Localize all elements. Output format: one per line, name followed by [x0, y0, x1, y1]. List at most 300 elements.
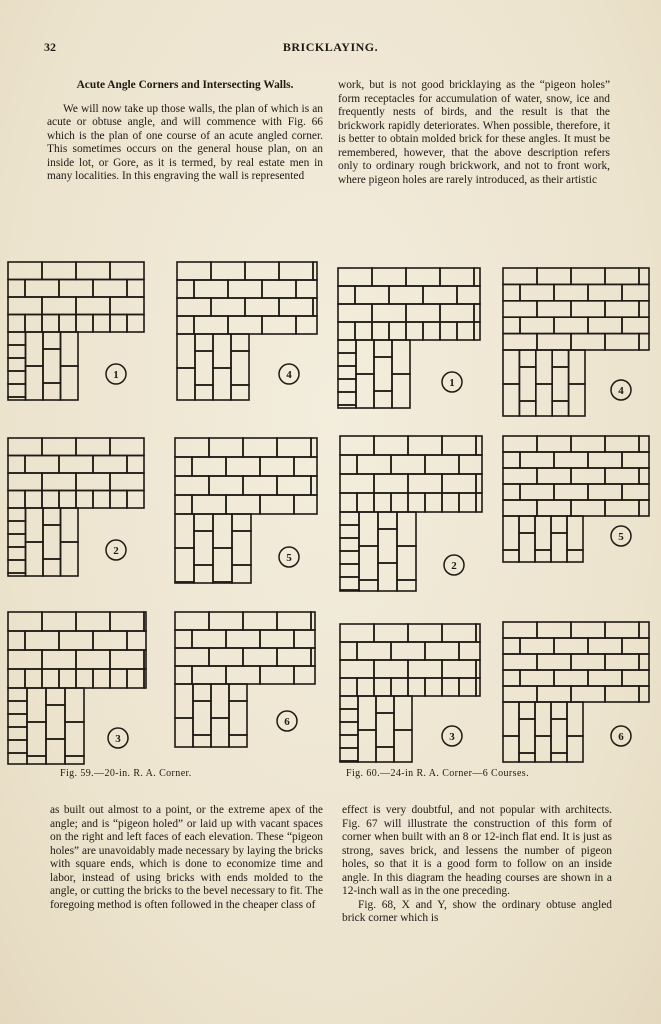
brick [175, 666, 192, 684]
brick [193, 735, 211, 747]
brick [536, 384, 552, 416]
brick [65, 688, 84, 722]
brick [571, 622, 605, 638]
brick [338, 392, 356, 405]
brick [211, 718, 229, 747]
brick [394, 730, 412, 762]
brick [25, 456, 59, 474]
text-column-4 [342, 804, 612, 926]
brick [175, 684, 193, 718]
brick [262, 316, 296, 334]
brick [359, 512, 378, 546]
paragraph-3: as built out almost to a point, or the extreme apex of the angle; and is “pigeon holed” or laid up with vacant spaces on the right and left faces of each elevation. These “pigeon holes” are unavoidably made necessary by laying the bricks with square ends, which is done to economize time and labor, instead of using bricks with ends molded to the angle, or cutting the bricks to the bevel necessary to fit. The foregoing method is often followed in the cheaper class of [50, 804, 323, 911]
brick [127, 280, 144, 298]
brick [374, 436, 408, 455]
brick [622, 284, 649, 300]
brick [59, 315, 76, 333]
brick [228, 316, 262, 334]
brick [8, 701, 27, 714]
brick [338, 340, 356, 353]
brick [26, 366, 44, 400]
brick [338, 322, 355, 340]
brick [26, 542, 44, 576]
brick [127, 491, 144, 509]
brick [209, 648, 243, 666]
brick [226, 495, 260, 514]
brick [26, 332, 44, 366]
brick [537, 686, 571, 702]
brick [551, 753, 567, 762]
brick [8, 262, 42, 280]
brick [195, 351, 213, 385]
brick [243, 438, 277, 457]
brick [605, 268, 639, 284]
brick [42, 473, 76, 491]
brick [389, 286, 423, 304]
brick [93, 280, 127, 298]
brick [42, 650, 76, 669]
brick [442, 474, 476, 493]
brick [391, 455, 425, 474]
brick [209, 476, 243, 495]
brick [376, 696, 394, 713]
course-number-label: 5 [618, 531, 624, 543]
brick [340, 577, 359, 590]
paragraph-4: effect is very doubtful, and not popular with architects. Fig. 67 will illustrate the construction of this form of corner when built with an 8 or 12-inch flat end. It is just as strong, saves brick, and lessens the number of pigeon holes, so that it is a good form to follow on an inside angle. In this diagram the heading courses are shown in a 12-inch wall as in the one preceding. [342, 804, 612, 897]
brick [476, 624, 480, 642]
section-heading: Acute Angle Corners and Intersecting Walls. [76, 79, 294, 91]
paragraph-1: We will now take up those walls, the plan of which is an acute or obtuse angle, and will commence with Fig. 66 which is the plan of one course of an acute angled corner. This sometimes occurs on the general house plan, on an inside lot, or Gore, as it is termed, by real estate men in many localities. In this engraving the wall is represented [47, 102, 323, 182]
brick [59, 456, 93, 474]
brick [440, 268, 474, 286]
brick [554, 484, 588, 500]
brick [503, 284, 520, 300]
page-number: 32 [44, 40, 56, 54]
brick [229, 735, 247, 747]
brick [359, 580, 378, 591]
brick [76, 473, 110, 491]
brick [567, 516, 583, 550]
brick [59, 491, 76, 509]
brick [8, 397, 26, 400]
brick [392, 340, 410, 374]
brick [622, 484, 649, 500]
brick [110, 669, 127, 688]
brick [59, 631, 93, 650]
brick [503, 622, 537, 638]
running-head: BRICKLAYING. [282, 40, 379, 54]
brick [175, 438, 209, 457]
brick [374, 660, 408, 678]
brick [639, 301, 649, 317]
brick [311, 612, 315, 630]
brick [43, 349, 61, 383]
brick [340, 624, 374, 642]
brick [520, 452, 554, 468]
brick [175, 718, 193, 747]
brick [503, 736, 519, 762]
brick [389, 322, 406, 340]
brick [338, 286, 355, 304]
brick [76, 297, 110, 315]
brick [110, 297, 144, 315]
brick [279, 298, 313, 316]
brick [8, 650, 42, 669]
brick [76, 438, 110, 456]
brick [397, 512, 416, 546]
brick [110, 438, 144, 456]
brick [175, 495, 192, 514]
brick [144, 612, 146, 631]
brick [65, 722, 84, 756]
brick [177, 316, 194, 334]
brick [503, 670, 520, 686]
brick [110, 473, 144, 491]
brick [519, 350, 535, 367]
brick [503, 686, 537, 702]
brick [425, 493, 442, 512]
brick [356, 340, 374, 374]
brick [408, 678, 425, 696]
brick [474, 322, 480, 340]
brick [423, 286, 457, 304]
brick [8, 297, 42, 315]
brick [8, 315, 25, 333]
brick [519, 401, 535, 416]
brick [537, 500, 571, 516]
brick [46, 739, 65, 764]
brick [296, 316, 317, 334]
brick [8, 384, 26, 397]
brick [213, 548, 232, 582]
brick [425, 642, 459, 660]
brick [311, 438, 317, 457]
brick [571, 468, 605, 484]
brick [193, 684, 211, 701]
brick [605, 686, 639, 702]
brick [397, 546, 416, 580]
brick [213, 334, 231, 368]
brick [442, 624, 476, 642]
brick [535, 736, 551, 762]
brick [42, 262, 76, 280]
brick [622, 452, 649, 468]
brick [391, 493, 408, 512]
brick [503, 268, 537, 284]
brick [408, 436, 442, 455]
brick [127, 456, 144, 474]
caption-fig-59: Fig. 59.—20-in. R. A. Corner. [60, 768, 192, 779]
brick [193, 701, 211, 735]
brick [8, 612, 42, 631]
brick [588, 484, 622, 500]
brick [313, 298, 317, 316]
brick [338, 304, 372, 322]
brick [194, 514, 213, 531]
brick [127, 315, 144, 333]
text-column-3 [50, 804, 323, 912]
brick [42, 491, 59, 509]
brick [340, 474, 374, 493]
brick [211, 262, 245, 280]
brick [440, 304, 474, 322]
brick [93, 631, 127, 650]
brick [519, 719, 535, 753]
brick [519, 367, 535, 401]
brick [476, 474, 482, 493]
brick [213, 368, 231, 400]
brick [8, 332, 26, 345]
brick [397, 580, 416, 591]
brick [392, 374, 410, 408]
caption-fig-60: Fig. 60.—24-in R. A. Corner—6 Courses. [346, 768, 529, 779]
brick [8, 727, 27, 740]
brick [43, 559, 61, 576]
brick [177, 298, 211, 316]
brick [175, 582, 194, 583]
brick [459, 642, 480, 660]
brick [177, 334, 195, 368]
brick [408, 660, 442, 678]
brick [76, 315, 93, 333]
brick [231, 334, 249, 351]
brick [43, 525, 61, 559]
brick [535, 516, 551, 550]
brick [588, 284, 622, 300]
brick [127, 669, 144, 688]
brick [8, 438, 42, 456]
brick [340, 538, 359, 551]
brick [46, 688, 65, 705]
brick [25, 280, 59, 298]
brick [8, 508, 26, 521]
brick [340, 735, 358, 748]
course-number-label: 6 [618, 731, 624, 743]
brick [209, 438, 243, 457]
brick [503, 550, 519, 562]
brick [537, 622, 571, 638]
brick [25, 491, 42, 509]
brick [59, 669, 76, 688]
brick [8, 740, 27, 753]
brick [535, 702, 551, 736]
brick [476, 678, 480, 696]
brick [503, 702, 519, 736]
brick [567, 550, 583, 562]
brick [639, 268, 649, 284]
brick [61, 508, 79, 542]
brick [8, 573, 26, 576]
brick [340, 590, 359, 591]
course-number-label: 2 [113, 545, 119, 557]
brick [76, 491, 93, 509]
brick [408, 624, 442, 642]
brick [519, 533, 535, 562]
brick [537, 268, 571, 284]
brick [622, 638, 649, 654]
brick [260, 666, 294, 684]
brick [279, 262, 313, 280]
brick [408, 474, 442, 493]
brick [442, 660, 476, 678]
brick [93, 669, 110, 688]
brick [338, 405, 356, 408]
brick [211, 684, 229, 718]
brick [520, 484, 554, 500]
brick [639, 500, 649, 516]
brick [194, 280, 228, 298]
text-column-2 [338, 79, 610, 187]
brick [605, 622, 639, 638]
brick [313, 262, 317, 280]
brick [8, 491, 25, 509]
course-number-label: 1 [113, 369, 119, 381]
brick [340, 551, 359, 564]
brick [374, 678, 391, 696]
brick [8, 345, 26, 358]
brick [554, 452, 588, 468]
brick [262, 280, 296, 298]
brick [340, 660, 374, 678]
brick [213, 582, 232, 583]
brick [358, 730, 376, 762]
brick [356, 374, 374, 408]
brick [144, 669, 146, 688]
brick [296, 280, 317, 298]
brick [177, 262, 211, 280]
brick [110, 650, 144, 669]
brick [639, 686, 649, 702]
brick [376, 713, 394, 747]
brick [551, 533, 567, 562]
brick [588, 638, 622, 654]
brick [552, 350, 568, 367]
brick [192, 457, 226, 476]
course-number-label: 5 [286, 552, 292, 564]
brick [76, 262, 110, 280]
brick [554, 638, 588, 654]
brick [457, 322, 474, 340]
brick [110, 612, 144, 631]
brick [357, 493, 374, 512]
brick [232, 565, 251, 583]
brick [231, 351, 249, 385]
brick [175, 648, 209, 666]
brick [440, 322, 457, 340]
brick [175, 612, 209, 630]
brick [61, 542, 79, 576]
brick [27, 722, 46, 756]
brick [340, 678, 357, 696]
brick [245, 262, 279, 280]
brick [520, 317, 554, 333]
brick [639, 436, 649, 452]
brick [294, 666, 315, 684]
brick [211, 298, 245, 316]
brick [374, 357, 392, 391]
brick [177, 280, 194, 298]
brick [519, 702, 535, 719]
brick [376, 747, 394, 762]
brick [588, 670, 622, 686]
brick [340, 455, 357, 474]
brick [503, 334, 537, 350]
brick [46, 705, 65, 739]
text-column-1 [47, 79, 323, 184]
brick [260, 495, 294, 514]
brick [243, 476, 277, 495]
brick [503, 350, 519, 384]
brick [93, 315, 110, 333]
brick [357, 642, 391, 660]
brick [605, 654, 639, 670]
brick [194, 531, 213, 565]
brick [554, 670, 588, 686]
brick [8, 753, 27, 764]
course-number-label: 3 [449, 731, 455, 743]
brick [8, 280, 25, 298]
brick [537, 654, 571, 670]
brick [358, 696, 376, 730]
brick [338, 366, 356, 379]
brick [535, 550, 551, 562]
brick [110, 491, 127, 509]
course-number-label: 4 [618, 385, 624, 397]
brick [232, 531, 251, 565]
brick [537, 301, 571, 317]
brick [457, 286, 480, 304]
brick [408, 493, 425, 512]
brick [8, 534, 26, 547]
brick [503, 516, 519, 550]
brick [192, 495, 226, 514]
brick [277, 612, 311, 630]
brick [340, 493, 357, 512]
brick [338, 379, 356, 392]
brick [605, 500, 639, 516]
brick [340, 696, 358, 709]
brick [406, 304, 440, 322]
brick [42, 612, 76, 631]
brick [76, 669, 93, 688]
brick [406, 268, 440, 286]
brick [8, 456, 25, 474]
brick [195, 334, 213, 351]
brick [459, 678, 476, 696]
brick [571, 268, 605, 284]
brick [8, 669, 25, 688]
course-number-label: 4 [286, 369, 292, 381]
brick [551, 516, 567, 533]
brick [192, 630, 226, 648]
brick [372, 268, 406, 286]
brick [127, 631, 146, 650]
brick [110, 315, 127, 333]
course-number-label: 6 [284, 716, 290, 728]
brick [213, 514, 232, 548]
brick [338, 268, 372, 286]
brick [144, 650, 146, 669]
brick [554, 317, 588, 333]
brick [340, 748, 358, 761]
paragraph-2: work, but is not good bricklaying as the “pigeon holes” form receptacles for accumulation of water, snow, ice and frequently nests of birds, and the result is that the brickwork rapidly deteriorates. When possible, therefore, it is better to obtain molded brick for these angles. It must be remembered, however, that the above description refers only to ordinary rough brickwork, and not to front work, where pigeon holes are rarely introduced, as their artistic [338, 79, 610, 186]
brick [357, 455, 391, 474]
brick [520, 638, 554, 654]
brick [245, 298, 279, 316]
brick [374, 340, 392, 357]
brick [42, 438, 76, 456]
brick [27, 756, 46, 764]
